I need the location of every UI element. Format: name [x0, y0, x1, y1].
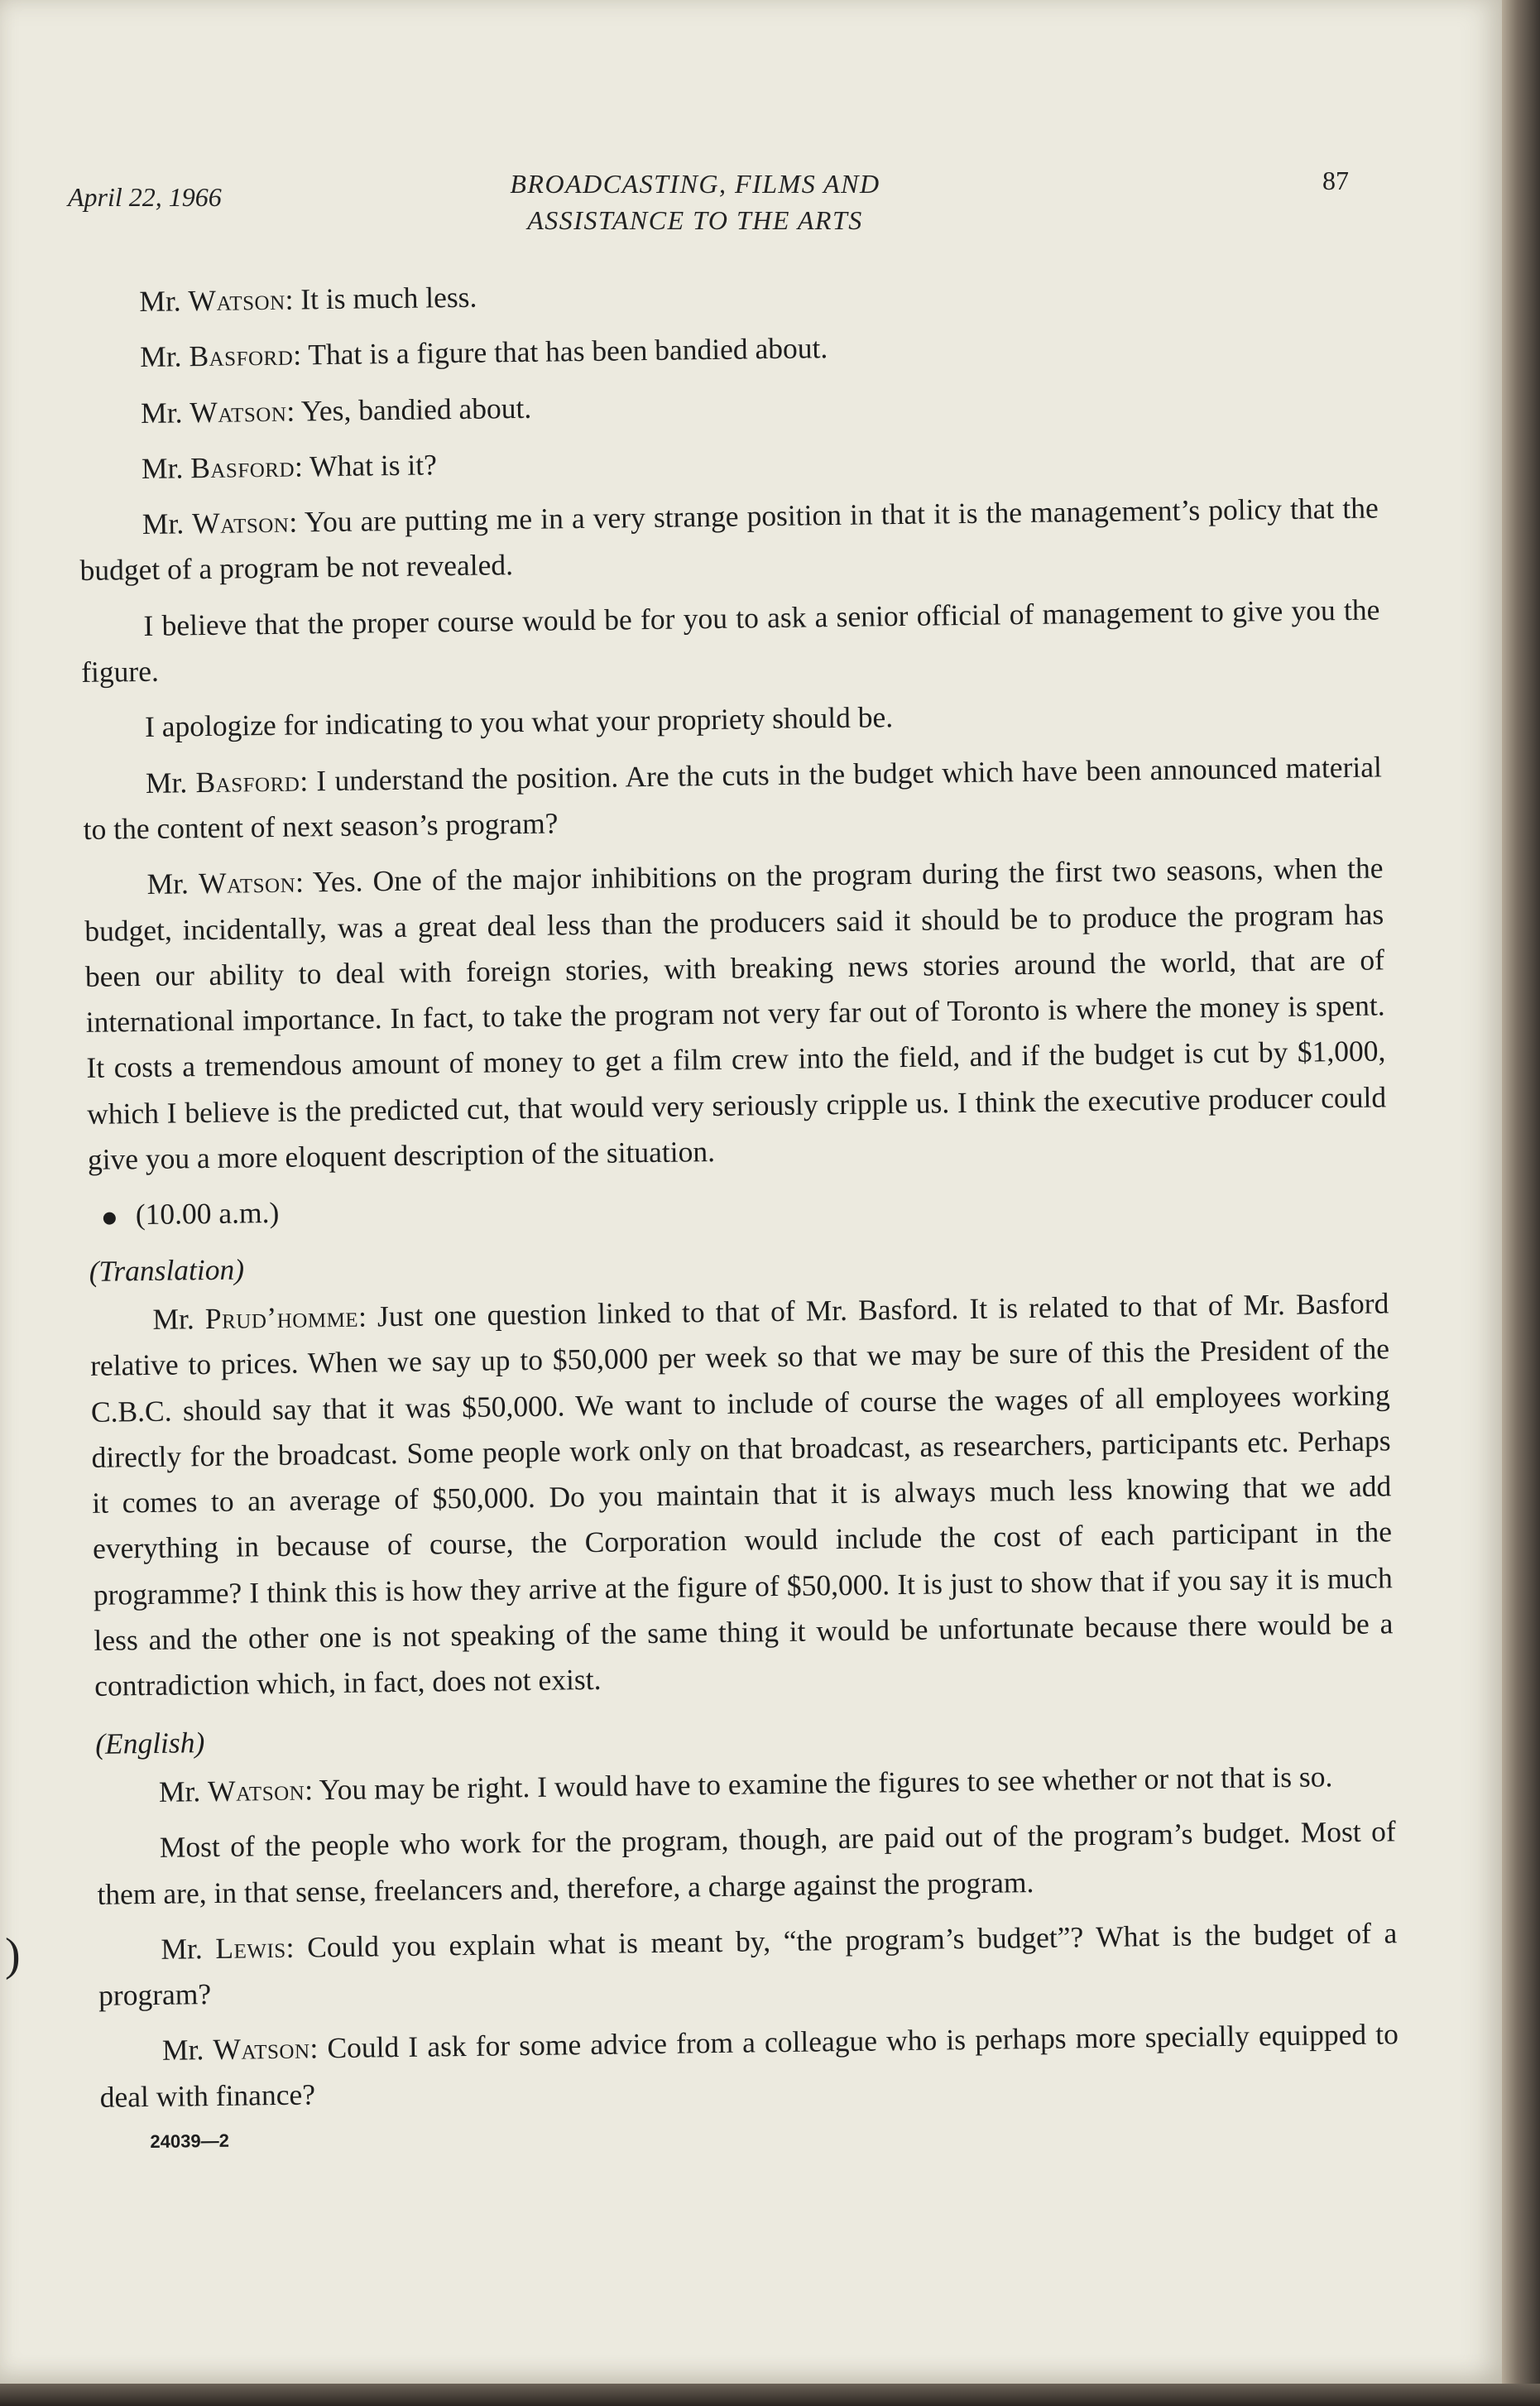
speaker-title: Mr.	[141, 451, 191, 485]
speaker-title: Mr.	[142, 507, 193, 541]
speaker-name: Basford	[189, 338, 294, 373]
speaker-name: Watson	[188, 282, 285, 318]
time-marker-text: (10.00 a.m.)	[135, 1196, 280, 1232]
transcript-paragraph	[77, 319, 1377, 382]
speaker-name: Watson	[190, 394, 287, 429]
page-edge-right	[1502, 0, 1540, 2406]
speaker-title: Mr.	[139, 339, 190, 374]
speaker-name: Prud’homme	[204, 1299, 359, 1336]
speaker-name: Watson	[198, 865, 296, 900]
header-date: April 22, 1966	[68, 182, 222, 212]
paragraph-text: : Just one question linked to that of Mr. Basford. It is related to that of Mr. Basford relative to prices. When we say up to $50,000 per week so that we may be sure of this the President of the C.B.C. should say that it was $50,000. We want to include of course the wages of all employees working directly for the broadcast. Some people work only on that broadcast, as researchers, participants etc. Perhaps it comes to an average of $50,000. Do you maintain that it is always much less knowing that we add everything in because of course, the Corporation would include the cost of each participant in the programme? I think this is how they arrive at the figure of $50,000. It is just to show that if you say it is much less and the other one is not speaking of the same thing it would be unfortunate because there would be a contradiction which, in fact, does not exist.	[89, 1286, 1394, 1703]
page-number: 87	[1322, 166, 1349, 195]
footer-code: 24039—2	[150, 2130, 230, 2153]
transcript-paragraph	[98, 1910, 1398, 2019]
speaker-title: Mr.	[139, 284, 189, 319]
header-title	[430, 166, 960, 238]
transcript-section-translation	[89, 1280, 1394, 1709]
speaker-name: Watson	[207, 1773, 305, 1808]
speaker-title: Mr.	[152, 1302, 206, 1336]
transcript-section-main	[76, 262, 1387, 1183]
time-marker	[103, 1176, 1388, 1239]
transcript-section-english	[96, 1753, 1399, 2120]
paragraph-text: I believe that the proper course would be for you to ask a senior official of management to give you the figure.	[80, 593, 1380, 689]
paragraph-text: : You are putting me in a very strange position in that it is the management’s policy that the budget of a program be not revealed.	[79, 491, 1379, 588]
paragraph-text: : Could I ask for some advice from a colleague who is perhaps more specially equipped to deal with finance?	[99, 2017, 1399, 2114]
speaker-name: Basford	[190, 449, 295, 485]
transcript-paragraph	[78, 374, 1378, 437]
transcript-paragraph	[79, 430, 1379, 492]
paragraph-text: : Yes. One of the major inhibitions on the program during the first two seasons, when the budget, incidentally, was a great deal less than the producers said it should be to produce the program has been our ability to deal with foreign stories, with breaking news stories around the world, that are of international importance. In fact, to take the program not very far out of Toronto is where the money is spent. It costs a tremendous amount of money to get a film crew into the field, and if the budget is cut by $1,000, which I believe is the predicted cut, that would very seriously cripple us. I think the executive producer could give you a more eloquent description of the situation.	[84, 851, 1387, 1176]
paragraph-text: : Could you explain what is meant by, “the program’s budget”? What is the budget of a program?	[98, 1916, 1398, 2012]
transcript-paragraph	[80, 587, 1380, 695]
transcript-paragraph	[84, 846, 1387, 1184]
paragraph-text: : I understand the position. Are the cuts in the budget which have been announced material to the content of next season’s program?	[83, 750, 1383, 846]
transcript-body	[76, 262, 1400, 2154]
header-title-line2: ASSISTANCE TO THE ARTS	[527, 205, 863, 235]
english-label: (English)	[94, 1725, 205, 1760]
speaker-name: Watson	[192, 505, 290, 540]
speaker-title: Mr.	[140, 395, 190, 430]
speaker-title: Mr.	[161, 1931, 216, 1966]
transcript-paragraph	[96, 1808, 1396, 1917]
transcript-paragraph	[83, 744, 1383, 852]
speaker-title: Mr.	[158, 1774, 209, 1808]
paragraph-text: : You may be right. I would have to examine the figures to see whether or not that is so.	[304, 1760, 1333, 1807]
header-title-line1: BROADCASTING, FILMS AND	[510, 169, 880, 199]
margin-mark: )	[5, 1929, 21, 1981]
transcript-paragraph	[79, 486, 1379, 594]
transcript-paragraph	[99, 2012, 1399, 2120]
transcript-paragraph	[76, 262, 1376, 325]
paragraph-text: : What is it?	[294, 448, 438, 483]
speaker-title: Mr.	[146, 867, 199, 901]
transcript-paragraph	[89, 1280, 1394, 1709]
running-header	[0, 166, 1502, 257]
speaker-title: Mr.	[161, 2033, 213, 2067]
speaker-name: Watson	[213, 2031, 310, 2067]
paragraph-text: : It is much less.	[285, 280, 477, 316]
speaker-title: Mr.	[145, 765, 196, 800]
transcript-paragraph	[82, 689, 1382, 752]
paragraph-text: Most of the people who work for the program, though, are paid out of the program’s budget. Most of them are, in that sense, freelancers and, therefore, a charge against the program.	[97, 1814, 1396, 1911]
translation-label: (Translation)	[89, 1252, 245, 1288]
paragraph-text: : Yes, bandied about.	[286, 391, 532, 428]
bullet-icon	[103, 1212, 116, 1224]
speaker-name: Lewis	[215, 1930, 286, 1965]
page-edge-bottom	[0, 2384, 1540, 2406]
paragraph-text: I apologize for indicating to you what your propriety should be.	[144, 700, 894, 744]
paragraph-text: : That is a figure that has been bandied about.	[292, 331, 828, 372]
speaker-name: Basford	[195, 764, 300, 799]
